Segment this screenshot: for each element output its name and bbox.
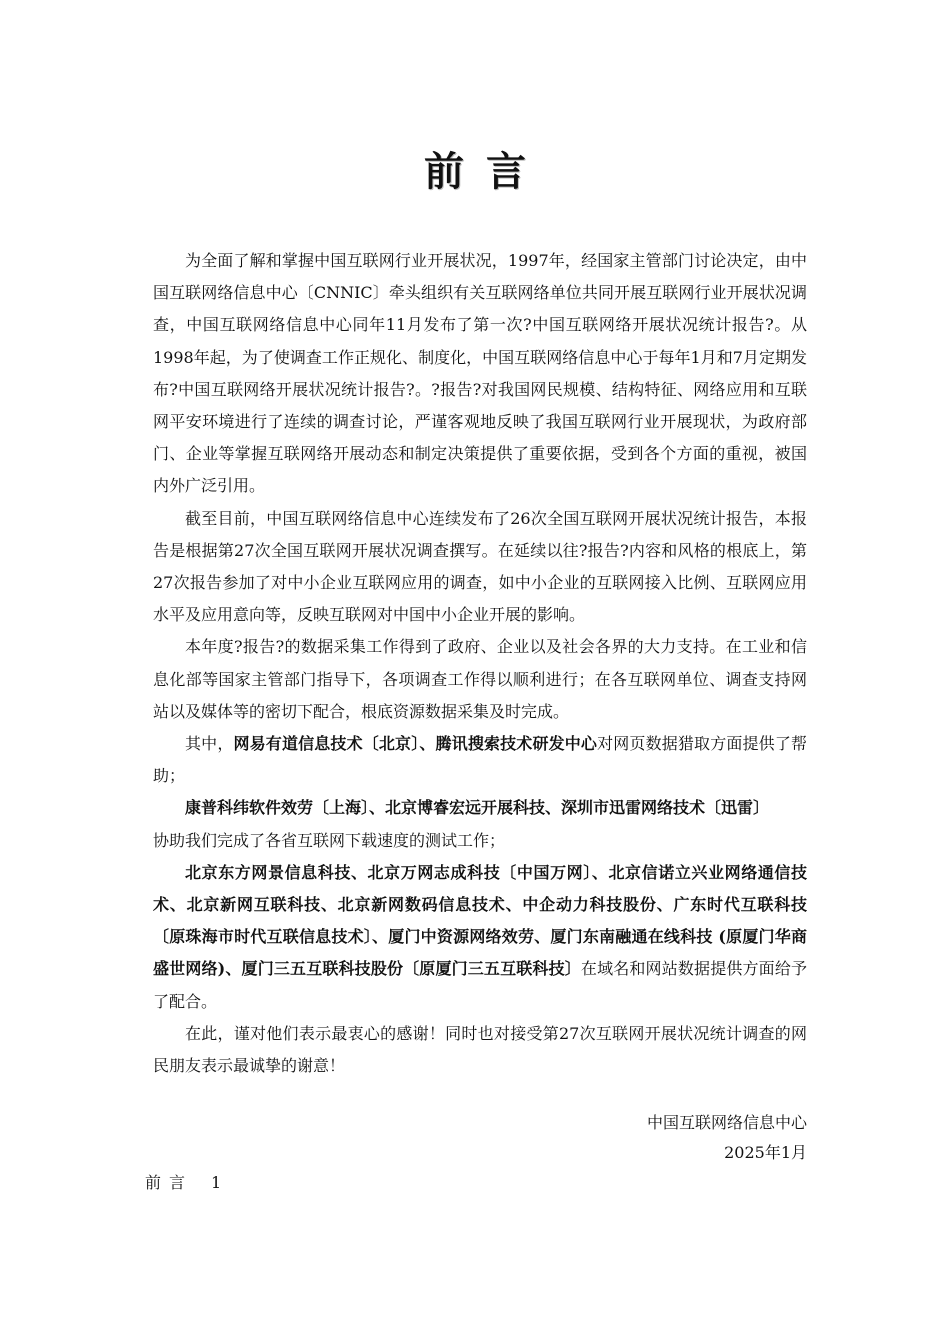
- thanks-prefix: 其中，: [185, 734, 234, 754]
- paragraph-data-collection: 本年度?报告?的数据采集工作得到了政府、企业以及社会各界的大力支持。在工业和信息化部等国家主管部门指导下，各项调查工作得以顺利进行；在各互联网单位、调查支持网站以及媒体等的密切下配合，根底资源数据采集及时完成。: [153, 637, 807, 721]
- thanks-suffix-domain-data: 在域名和网站数据提供方面给予了配合。: [153, 959, 807, 1011]
- signature-date: 2025年1月: [724, 1143, 807, 1162]
- paragraph-thanks-domain-data: [153, 857, 807, 1018]
- thanks-organizations-speed-test: 康普科纬软件效劳〔上海〕、北京博睿宏远开展科技、深圳市迅雷网络技术〔迅雷〕: [185, 798, 770, 818]
- page-number: 1: [211, 1173, 222, 1192]
- page-footer: [145, 1170, 221, 1193]
- preface-body: [153, 245, 807, 1082]
- thanks-organizations-web-data: 网易有道信息技术〔北京〕、腾讯搜索技术研发中心: [233, 734, 598, 754]
- page-title: 前言: [424, 148, 548, 195]
- thanks-suffix-speed-test: 协助我们完成了各省互联网下载速度的测试工作；: [153, 830, 506, 850]
- footer-section-label: 前言: [145, 1173, 194, 1192]
- paragraph-thanks-speed-test: [153, 792, 807, 856]
- paragraph-thanks-web-data: [153, 728, 807, 792]
- paragraph-closing: 在此，谨对他们表示最衷心的感谢！同时也对接受第27次互联网开展状况统计调查的网民朋友表示最诚挚的谢意！: [153, 1023, 807, 1076]
- thanks-organizations-domain-data: 北京东方网景信息科技、北京万网志成科技〔中国万网〕、北京信诺立兴业网络通信技术、北京新网互联科技、北京新网数码信息技术、中企动力科技股份、广东时代互联科技〔原珠海市时代互联信息技术〕、厦门中资源网络效劳、厦门东南融通在线科技 (原厦门华商盛世网络)、厦门三五互联科技股份〔原厦门三五互联科技〕: [153, 862, 807, 979]
- signature-organization: 中国互联网络信息中心: [646, 1113, 807, 1132]
- paragraph-report-scope: 截至目前，中国互联网络信息中心连续发布了26次全国互联网开展状况统计报告，本报告是根据第27次全国互联网开展状况调查撰写。在延续以往?报告?内容和风格的根底上，第27次报告参加了对中小企业互联网应用的调查，如中小企业的互联网接入比例、互联网应用水平及应用意向等，反映互联网对中国中小企业开展的影响。: [153, 508, 807, 625]
- thanks-suffix-web-data: 对网页数据猎取方面提供了帮助；: [153, 734, 807, 786]
- paragraph-background: 为全面了解和掌握中国互联网行业开展状况，1997年，经国家主管部门讨论决定，由中国互联网络信息中心〔CNNIC〕牵头组织有关互联网络单位共同开展互联网行业开展状况调查，中国互联网络信息中心同年11月发布了第一次?中国互联网络开展状况统计报告?。从1998年起，为了使调查工作正规化、制度化，中国互联网络信息中心于每年1月和7月定期发布?中国互联网络开展状况统计报告?。?报告?对我国网民规模、结构特征、网络应用和互联网平安环境进行了连续的调查讨论，严谨客观地反映了我国互联网行业开展现状，为政府部门、企业等掌握互联网络开展动态和制定决策提供了重要依据，受到各个方面的重视，被国内外广泛引用。: [153, 251, 807, 496]
